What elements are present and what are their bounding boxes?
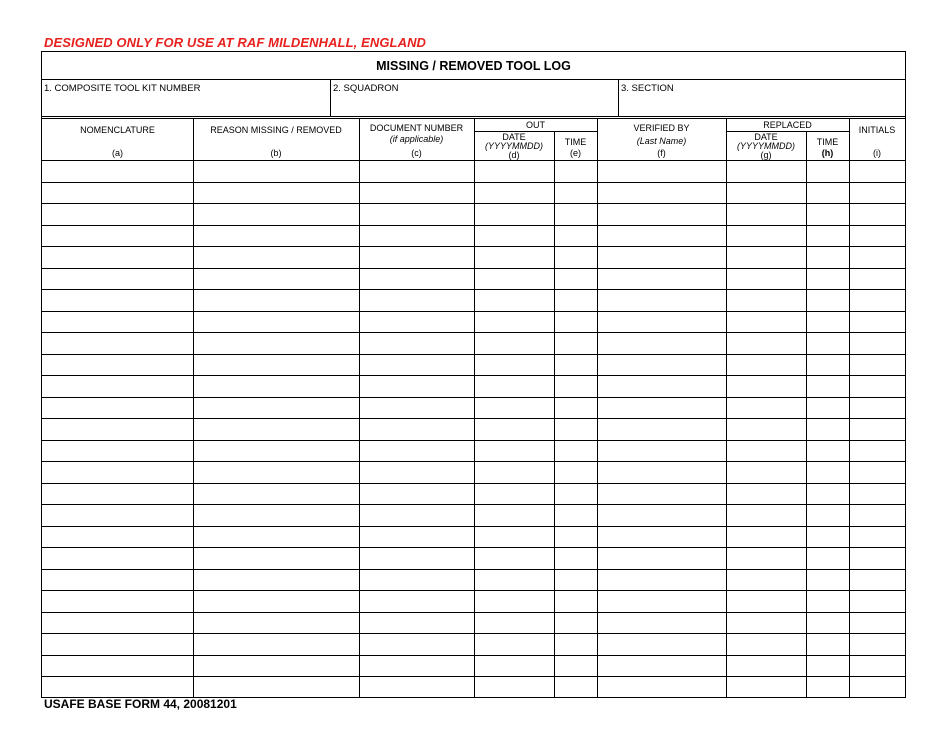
cell-replaced-date[interactable] bbox=[726, 183, 806, 204]
cell-replaced-date[interactable] bbox=[726, 505, 806, 526]
cell-out-time[interactable] bbox=[554, 548, 597, 569]
cell-replaced-time[interactable] bbox=[806, 677, 849, 698]
cell-replaced-date[interactable] bbox=[726, 419, 806, 440]
cell-reason[interactable] bbox=[193, 591, 359, 612]
header-initials: INITIALS (i) bbox=[858, 125, 896, 158]
cell-replaced-date[interactable] bbox=[726, 161, 806, 182]
kit-number-field[interactable] bbox=[42, 80, 331, 116]
cell-replaced-date[interactable] bbox=[726, 312, 806, 333]
cell-replaced-date[interactable] bbox=[726, 484, 806, 505]
cell-out-time[interactable] bbox=[554, 269, 597, 290]
cell-replaced-time[interactable] bbox=[806, 591, 849, 612]
cell-initials[interactable] bbox=[849, 613, 905, 634]
cell-out-time[interactable] bbox=[554, 376, 597, 397]
cell-out-time[interactable] bbox=[554, 462, 597, 483]
cell-replaced-time[interactable] bbox=[806, 419, 849, 440]
cell-out-time[interactable] bbox=[554, 333, 597, 354]
cell-document-number[interactable] bbox=[359, 161, 474, 182]
header-out-time: TIME (e) bbox=[564, 137, 587, 158]
cell-replaced-time[interactable] bbox=[806, 290, 849, 311]
cell-out-time[interactable] bbox=[554, 441, 597, 462]
header-nomenclature: NOMENCLATURE (a) bbox=[80, 125, 155, 158]
cell-out-time[interactable] bbox=[554, 204, 597, 225]
cell-document-number[interactable] bbox=[359, 183, 474, 204]
cell-out-date[interactable] bbox=[474, 656, 554, 677]
cell-initials[interactable] bbox=[849, 591, 905, 612]
cell-replaced-time[interactable] bbox=[806, 548, 849, 569]
table-row bbox=[42, 289, 905, 311]
cell-reason[interactable] bbox=[193, 290, 359, 311]
cell-replaced-date[interactable] bbox=[726, 462, 806, 483]
cell-replaced-date[interactable] bbox=[726, 527, 806, 548]
cell-reason[interactable] bbox=[193, 548, 359, 569]
cell-initials[interactable] bbox=[849, 376, 905, 397]
cell-out-time[interactable] bbox=[554, 290, 597, 311]
cell-document-number[interactable] bbox=[359, 527, 474, 548]
cell-initials[interactable] bbox=[849, 398, 905, 419]
cell-out-date[interactable] bbox=[474, 613, 554, 634]
cell-nomenclature[interactable] bbox=[42, 548, 193, 569]
cell-replaced-time[interactable] bbox=[806, 161, 849, 182]
cell-replaced-date[interactable] bbox=[726, 204, 806, 225]
table-row bbox=[42, 182, 905, 204]
cell-nomenclature[interactable] bbox=[42, 355, 193, 376]
cell-replaced-date[interactable] bbox=[726, 376, 806, 397]
squadron-field[interactable] bbox=[331, 80, 619, 116]
cell-replaced-time[interactable] bbox=[806, 656, 849, 677]
cell-out-date[interactable] bbox=[474, 183, 554, 204]
header-out-date: DATE (YYYYMMDD) (d) bbox=[485, 132, 543, 160]
cell-initials[interactable] bbox=[849, 290, 905, 311]
cell-out-date[interactable] bbox=[474, 527, 554, 548]
cell-initials[interactable] bbox=[849, 161, 905, 182]
cell-nomenclature[interactable] bbox=[42, 441, 193, 462]
cell-verified-by[interactable] bbox=[597, 656, 726, 677]
cell-out-time[interactable] bbox=[554, 570, 597, 591]
table-row bbox=[42, 676, 905, 698]
header-out: OUT bbox=[474, 119, 597, 132]
cell-out-date[interactable] bbox=[474, 333, 554, 354]
cell-reason[interactable] bbox=[193, 161, 359, 182]
cell-verified-by[interactable] bbox=[597, 570, 726, 591]
cell-verified-by[interactable] bbox=[597, 226, 726, 247]
cell-out-time[interactable] bbox=[554, 183, 597, 204]
cell-out-date[interactable] bbox=[474, 161, 554, 182]
table-row bbox=[42, 332, 905, 354]
cell-reason[interactable] bbox=[193, 419, 359, 440]
header-replaced-time: TIME (h) bbox=[816, 137, 839, 158]
cell-reason[interactable] bbox=[193, 527, 359, 548]
cell-initials[interactable] bbox=[849, 570, 905, 591]
table-row bbox=[42, 246, 905, 268]
cell-document-number[interactable] bbox=[359, 312, 474, 333]
cell-replaced-time[interactable] bbox=[806, 398, 849, 419]
cell-nomenclature[interactable] bbox=[42, 462, 193, 483]
cell-verified-by[interactable] bbox=[597, 527, 726, 548]
cell-replaced-date[interactable] bbox=[726, 441, 806, 462]
table-row bbox=[42, 483, 905, 505]
cell-initials[interactable] bbox=[849, 677, 905, 698]
cell-document-number[interactable] bbox=[359, 677, 474, 698]
cell-replaced-date[interactable] bbox=[726, 548, 806, 569]
cell-out-time[interactable] bbox=[554, 656, 597, 677]
cell-verified-by[interactable] bbox=[597, 591, 726, 612]
cell-nomenclature[interactable] bbox=[42, 505, 193, 526]
table-row bbox=[42, 547, 905, 569]
cell-initials[interactable] bbox=[849, 226, 905, 247]
cell-out-date[interactable] bbox=[474, 677, 554, 698]
cell-nomenclature[interactable] bbox=[42, 527, 193, 548]
cell-out-time[interactable] bbox=[554, 613, 597, 634]
cell-replaced-time[interactable] bbox=[806, 484, 849, 505]
cell-replaced-time[interactable] bbox=[806, 247, 849, 268]
table-row bbox=[42, 268, 905, 290]
cell-verified-by[interactable] bbox=[597, 677, 726, 698]
cell-reason[interactable] bbox=[193, 484, 359, 505]
cell-out-time[interactable] bbox=[554, 484, 597, 505]
cell-document-number[interactable] bbox=[359, 484, 474, 505]
cell-nomenclature[interactable] bbox=[42, 570, 193, 591]
cell-out-time[interactable] bbox=[554, 247, 597, 268]
cell-initials[interactable] bbox=[849, 462, 905, 483]
cell-replaced-time[interactable] bbox=[806, 441, 849, 462]
cell-out-time[interactable] bbox=[554, 355, 597, 376]
cell-nomenclature[interactable] bbox=[42, 656, 193, 677]
cell-verified-by[interactable] bbox=[597, 505, 726, 526]
cell-out-date[interactable] bbox=[474, 419, 554, 440]
cell-initials[interactable] bbox=[849, 333, 905, 354]
cell-replaced-date[interactable] bbox=[726, 247, 806, 268]
table-row bbox=[42, 354, 905, 376]
table-row bbox=[42, 612, 905, 634]
table-row bbox=[42, 311, 905, 333]
cell-verified-by[interactable] bbox=[597, 269, 726, 290]
cell-out-date[interactable] bbox=[474, 441, 554, 462]
cell-replaced-date[interactable] bbox=[726, 290, 806, 311]
table-row bbox=[42, 526, 905, 548]
cell-replaced-time[interactable] bbox=[806, 269, 849, 290]
cell-out-date[interactable] bbox=[474, 634, 554, 655]
cell-reason[interactable] bbox=[193, 312, 359, 333]
cell-out-date[interactable] bbox=[474, 204, 554, 225]
cell-document-number[interactable] bbox=[359, 505, 474, 526]
header-replaced: REPLACED bbox=[726, 119, 849, 132]
cell-document-number[interactable] bbox=[359, 441, 474, 462]
cell-replaced-time[interactable] bbox=[806, 613, 849, 634]
cell-replaced-date[interactable] bbox=[726, 269, 806, 290]
cell-document-number[interactable] bbox=[359, 290, 474, 311]
cell-nomenclature[interactable] bbox=[42, 204, 193, 225]
table-row bbox=[42, 655, 905, 677]
cell-nomenclature[interactable] bbox=[42, 226, 193, 247]
cell-nomenclature[interactable] bbox=[42, 634, 193, 655]
cell-initials[interactable] bbox=[849, 441, 905, 462]
cell-document-number[interactable] bbox=[359, 462, 474, 483]
cell-nomenclature[interactable] bbox=[42, 613, 193, 634]
cell-nomenclature[interactable] bbox=[42, 591, 193, 612]
table-row bbox=[42, 461, 905, 483]
table-row bbox=[42, 440, 905, 462]
cell-verified-by[interactable] bbox=[597, 161, 726, 182]
cell-document-number[interactable] bbox=[359, 656, 474, 677]
cell-verified-by[interactable] bbox=[597, 290, 726, 311]
cell-initials[interactable] bbox=[849, 548, 905, 569]
cell-out-date[interactable] bbox=[474, 290, 554, 311]
cell-initials[interactable] bbox=[849, 656, 905, 677]
cell-reason[interactable] bbox=[193, 398, 359, 419]
cell-document-number[interactable] bbox=[359, 376, 474, 397]
cell-out-date[interactable] bbox=[474, 548, 554, 569]
cell-reason[interactable] bbox=[193, 204, 359, 225]
cell-replaced-time[interactable] bbox=[806, 355, 849, 376]
table-row bbox=[42, 375, 905, 397]
cell-reason[interactable] bbox=[193, 269, 359, 290]
table-row bbox=[42, 418, 905, 440]
cell-verified-by[interactable] bbox=[597, 355, 726, 376]
cell-verified-by[interactable] bbox=[597, 312, 726, 333]
cell-verified-by[interactable] bbox=[597, 484, 726, 505]
cell-out-time[interactable] bbox=[554, 312, 597, 333]
cell-replaced-date[interactable] bbox=[726, 591, 806, 612]
cell-out-date[interactable] bbox=[474, 570, 554, 591]
cell-document-number[interactable] bbox=[359, 333, 474, 354]
cell-nomenclature[interactable] bbox=[42, 376, 193, 397]
kit-number-label: 1. COMPOSITE TOOL KIT NUMBER bbox=[44, 83, 201, 94]
cell-reason[interactable] bbox=[193, 634, 359, 655]
form-title: MISSING / REMOVED TOOL LOG bbox=[376, 59, 571, 73]
cell-verified-by[interactable] bbox=[597, 548, 726, 569]
cell-nomenclature[interactable] bbox=[42, 484, 193, 505]
form-footer: USAFE BASE FORM 44, 20081201 bbox=[44, 697, 237, 711]
cell-replaced-time[interactable] bbox=[806, 570, 849, 591]
cell-initials[interactable] bbox=[849, 204, 905, 225]
cell-nomenclature[interactable] bbox=[42, 398, 193, 419]
cell-replaced-time[interactable] bbox=[806, 505, 849, 526]
cell-out-date[interactable] bbox=[474, 312, 554, 333]
cell-initials[interactable] bbox=[849, 634, 905, 655]
cell-out-date[interactable] bbox=[474, 376, 554, 397]
table-row bbox=[42, 203, 905, 225]
cell-nomenclature[interactable] bbox=[42, 161, 193, 182]
cell-nomenclature[interactable] bbox=[42, 269, 193, 290]
cell-replaced-time[interactable] bbox=[806, 462, 849, 483]
cell-replaced-time[interactable] bbox=[806, 333, 849, 354]
cell-document-number[interactable] bbox=[359, 398, 474, 419]
cell-initials[interactable] bbox=[849, 527, 905, 548]
cell-out-date[interactable] bbox=[474, 591, 554, 612]
cell-reason[interactable] bbox=[193, 613, 359, 634]
cell-verified-by[interactable] bbox=[597, 441, 726, 462]
cell-initials[interactable] bbox=[849, 183, 905, 204]
cell-initials[interactable] bbox=[849, 355, 905, 376]
header-reason: REASON MISSING / REMOVED (b) bbox=[210, 125, 342, 158]
cell-document-number[interactable] bbox=[359, 247, 474, 268]
cell-initials[interactable] bbox=[849, 312, 905, 333]
cell-document-number[interactable] bbox=[359, 613, 474, 634]
cell-nomenclature[interactable] bbox=[42, 677, 193, 698]
cell-reason[interactable] bbox=[193, 247, 359, 268]
section-label: 3. SECTION bbox=[621, 83, 674, 94]
cell-document-number[interactable] bbox=[359, 591, 474, 612]
cell-verified-by[interactable] bbox=[597, 613, 726, 634]
cell-reason[interactable] bbox=[193, 226, 359, 247]
cell-nomenclature[interactable] bbox=[42, 419, 193, 440]
cell-document-number[interactable] bbox=[359, 570, 474, 591]
table-row bbox=[42, 397, 905, 419]
cell-replaced-date[interactable] bbox=[726, 570, 806, 591]
cell-reason[interactable] bbox=[193, 677, 359, 698]
cell-nomenclature[interactable] bbox=[42, 183, 193, 204]
table-row bbox=[42, 225, 905, 247]
cell-initials[interactable] bbox=[849, 419, 905, 440]
cell-out-date[interactable] bbox=[474, 398, 554, 419]
cell-document-number[interactable] bbox=[359, 269, 474, 290]
cell-initials[interactable] bbox=[849, 505, 905, 526]
cell-verified-by[interactable] bbox=[597, 634, 726, 655]
cell-out-date[interactable] bbox=[474, 269, 554, 290]
cell-initials[interactable] bbox=[849, 247, 905, 268]
cell-out-time[interactable] bbox=[554, 591, 597, 612]
cell-initials[interactable] bbox=[849, 269, 905, 290]
cell-reason[interactable] bbox=[193, 441, 359, 462]
table-row bbox=[42, 633, 905, 655]
cell-verified-by[interactable] bbox=[597, 419, 726, 440]
cell-document-number[interactable] bbox=[359, 226, 474, 247]
cell-out-date[interactable] bbox=[474, 505, 554, 526]
tool-log-form bbox=[41, 51, 906, 698]
cell-out-time[interactable] bbox=[554, 226, 597, 247]
cell-replaced-date[interactable] bbox=[726, 398, 806, 419]
table-row bbox=[42, 160, 905, 182]
cell-nomenclature[interactable] bbox=[42, 333, 193, 354]
cell-reason[interactable] bbox=[193, 570, 359, 591]
cell-verified-by[interactable] bbox=[597, 462, 726, 483]
cell-replaced-time[interactable] bbox=[806, 226, 849, 247]
cell-out-time[interactable] bbox=[554, 527, 597, 548]
cell-verified-by[interactable] bbox=[597, 247, 726, 268]
cell-document-number[interactable] bbox=[359, 355, 474, 376]
cell-replaced-time[interactable] bbox=[806, 634, 849, 655]
cell-replaced-time[interactable] bbox=[806, 204, 849, 225]
table-row bbox=[42, 569, 905, 591]
cell-replaced-date[interactable] bbox=[726, 333, 806, 354]
cell-replaced-time[interactable] bbox=[806, 312, 849, 333]
cell-verified-by[interactable] bbox=[597, 376, 726, 397]
cell-verified-by[interactable] bbox=[597, 183, 726, 204]
cell-out-time[interactable] bbox=[554, 677, 597, 698]
cell-replaced-date[interactable] bbox=[726, 355, 806, 376]
cell-verified-by[interactable] bbox=[597, 204, 726, 225]
header-verified-by: VERIFIED BY (Last Name) (f) bbox=[633, 123, 690, 158]
cell-document-number[interactable] bbox=[359, 204, 474, 225]
cell-document-number[interactable] bbox=[359, 548, 474, 569]
cell-reason[interactable] bbox=[193, 656, 359, 677]
cell-replaced-time[interactable] bbox=[806, 183, 849, 204]
table-row bbox=[42, 590, 905, 612]
cell-document-number[interactable] bbox=[359, 419, 474, 440]
cell-nomenclature[interactable] bbox=[42, 247, 193, 268]
cell-document-number[interactable] bbox=[359, 634, 474, 655]
header-replaced-date: DATE (YYYYMMDD) (g) bbox=[737, 132, 795, 160]
cell-replaced-date[interactable] bbox=[726, 226, 806, 247]
cell-reason[interactable] bbox=[193, 183, 359, 204]
cell-reason[interactable] bbox=[193, 376, 359, 397]
cell-verified-by[interactable] bbox=[597, 333, 726, 354]
cell-out-time[interactable] bbox=[554, 634, 597, 655]
cell-out-date[interactable] bbox=[474, 484, 554, 505]
cell-replaced-date[interactable] bbox=[726, 613, 806, 634]
cell-out-date[interactable] bbox=[474, 355, 554, 376]
usage-notice: DESIGNED ONLY FOR USE AT RAF MILDENHALL, ENGLAND bbox=[44, 35, 427, 50]
cell-reason[interactable] bbox=[193, 462, 359, 483]
cell-replaced-date[interactable] bbox=[726, 677, 806, 698]
cell-out-date[interactable] bbox=[474, 226, 554, 247]
cell-replaced-date[interactable] bbox=[726, 634, 806, 655]
cell-verified-by[interactable] bbox=[597, 398, 726, 419]
cell-replaced-date[interactable] bbox=[726, 656, 806, 677]
section-field[interactable] bbox=[619, 80, 905, 116]
cell-reason[interactable] bbox=[193, 355, 359, 376]
cell-nomenclature[interactable] bbox=[42, 290, 193, 311]
divider bbox=[42, 116, 905, 117]
cell-reason[interactable] bbox=[193, 333, 359, 354]
cell-nomenclature[interactable] bbox=[42, 312, 193, 333]
cell-out-time[interactable] bbox=[554, 419, 597, 440]
cell-initials[interactable] bbox=[849, 484, 905, 505]
table-row bbox=[42, 504, 905, 526]
header-document-number: DOCUMENT NUMBER (if applicable) (c) bbox=[369, 123, 464, 158]
cell-reason[interactable] bbox=[193, 505, 359, 526]
cell-out-date[interactable] bbox=[474, 462, 554, 483]
cell-out-time[interactable] bbox=[554, 505, 597, 526]
squadron-label: 2. SQUADRON bbox=[333, 83, 399, 94]
cell-out-time[interactable] bbox=[554, 161, 597, 182]
cell-out-time[interactable] bbox=[554, 398, 597, 419]
cell-out-date[interactable] bbox=[474, 247, 554, 268]
cell-replaced-time[interactable] bbox=[806, 527, 849, 548]
cell-replaced-time[interactable] bbox=[806, 376, 849, 397]
